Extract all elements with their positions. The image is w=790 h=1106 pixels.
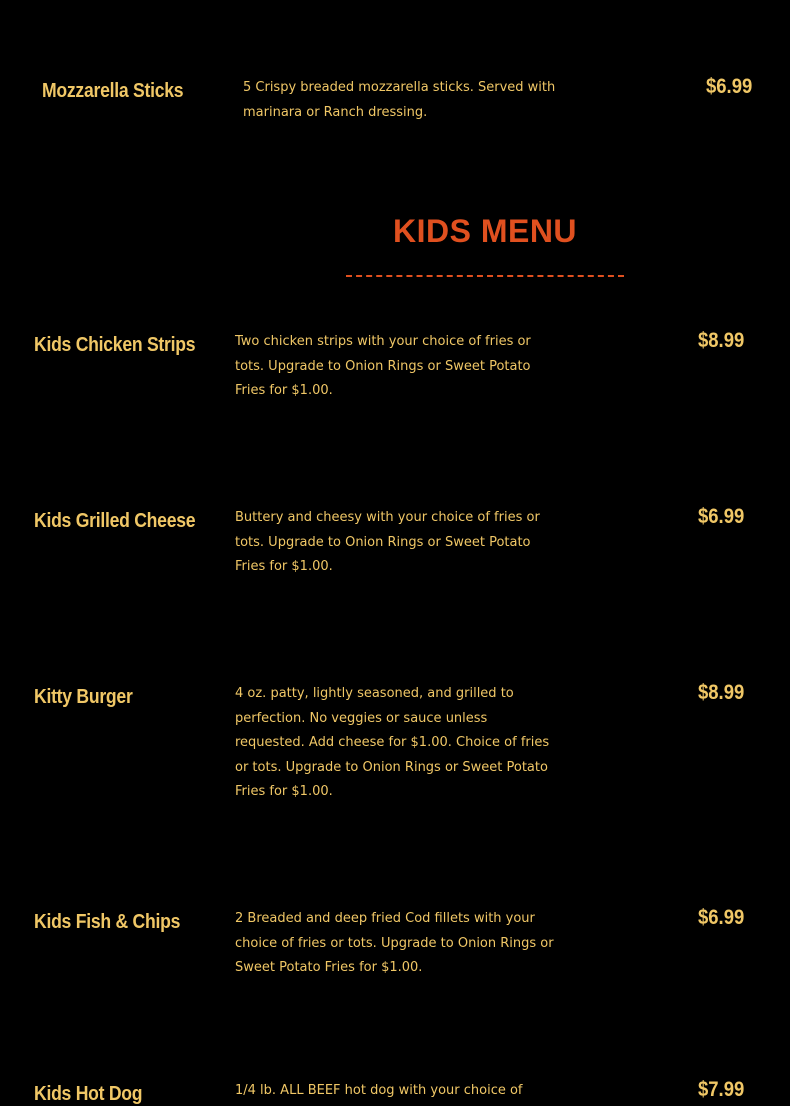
item-description: Two chicken strips with your choice of fries or tots. Upgrade to Onion Rings or Sweet Potato Fries for $1.00. xyxy=(235,334,531,398)
item-description: 2 Breaded and deep fried Cod fillets with your choice of fries or tots. Upgrade to Onion Rings or Sweet Potato Fries for $1.00. xyxy=(235,911,554,975)
item-name: Kids Fish & Chips xyxy=(34,911,181,933)
item-description: Buttery and cheesy with your choice of fries or tots. Upgrade to Onion Rings or Sweet Potato Fries for $1.00. xyxy=(235,510,540,574)
item-price: $7.99 xyxy=(698,1078,745,1101)
item-price: $6.99 xyxy=(698,505,745,528)
item-description: 1/4 lb. ALL BEEF hot dog with your choice of xyxy=(235,1083,523,1098)
item-price: $6.99 xyxy=(698,906,745,929)
item-price: $6.99 xyxy=(706,75,753,98)
item-description: 5 Crispy breaded mozzarella sticks. Served with marinara or Ranch dressing. xyxy=(243,80,556,120)
item-name: Kids Grilled Cheese xyxy=(34,510,196,532)
item-name: Mozzarella Sticks xyxy=(42,80,184,102)
item-description: 4 oz. patty, lightly seasoned, and grilled to perfection. No veggies or sauce unless requested. Add cheese for $1.00. Choice of fries or tots. Upgrade to Onion Rings or Sweet Potato Fries for $1.00. xyxy=(235,686,550,799)
item-price: $8.99 xyxy=(698,329,745,352)
section-divider xyxy=(346,275,624,277)
section-title: KIDS MENU xyxy=(392,213,578,249)
item-name: Kitty Burger xyxy=(34,686,133,708)
item-name: Kids Hot Dog xyxy=(34,1083,143,1105)
item-name: Kids Chicken Strips xyxy=(34,334,196,356)
item-price: $8.99 xyxy=(698,681,745,704)
